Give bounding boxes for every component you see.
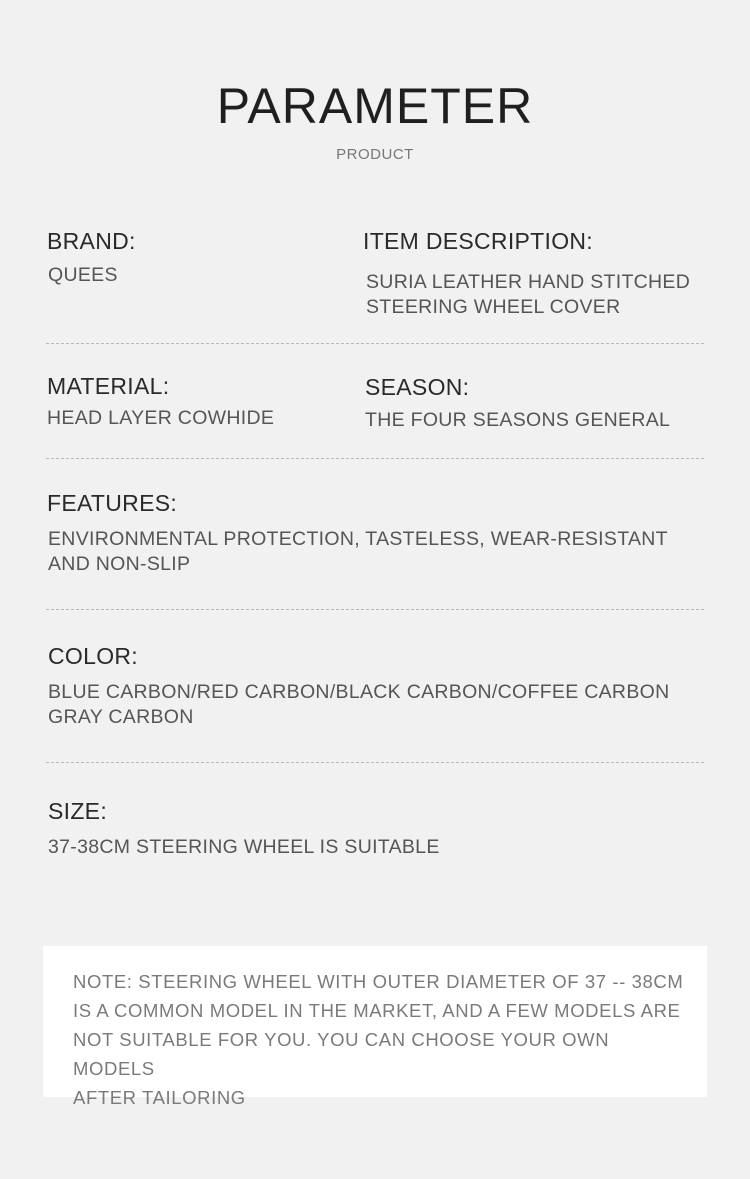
note-line: AFTER TAILORING xyxy=(73,1087,246,1108)
features-line: ENVIRONMENTAL PROTECTION, TASTELESS, WEAR-RESISTANT xyxy=(48,528,668,550)
material-value: HEAD LAYER COWHIDE xyxy=(47,407,275,429)
divider xyxy=(46,458,704,459)
divider xyxy=(46,609,704,610)
divider xyxy=(46,343,704,344)
color-label: COLOR: xyxy=(48,643,138,669)
divider xyxy=(46,762,704,763)
features-line: AND NON-SLIP xyxy=(48,553,191,575)
note-text xyxy=(73,967,693,1112)
note-line: IS A COMMON MODEL IN THE MARKET, AND A FEW MODELS ARE xyxy=(73,1000,681,1021)
item-description-label: ITEM DESCRIPTION: xyxy=(363,228,594,254)
color-line: GRAY CARBON xyxy=(48,706,194,728)
features-value xyxy=(48,527,668,577)
features-label: FEATURES: xyxy=(47,490,178,516)
size-value: 37-38CM STEERING WHEEL IS SUITABLE xyxy=(48,836,440,858)
color-line: BLUE CARBON/RED CARBON/BLACK CARBON/COFFEE CARBON xyxy=(48,681,670,703)
season-label: SEASON: xyxy=(365,374,470,400)
page-subtitle: PRODUCT xyxy=(336,146,414,163)
item-description-value xyxy=(366,270,690,320)
note-line: NOT SUITABLE FOR YOU. YOU CAN CHOOSE YOUR OWN MODELS xyxy=(73,1029,610,1079)
brand-value: QUEES xyxy=(48,264,118,286)
material-label: MATERIAL: xyxy=(47,373,170,399)
item-description-line: SURIA LEATHER HAND STITCHED xyxy=(366,271,691,293)
season-value: THE FOUR SEASONS GENERAL xyxy=(365,409,671,431)
item-description-line: STEERING WHEEL COVER xyxy=(366,296,621,318)
page-title: PARAMETER xyxy=(216,78,534,134)
note-line: NOTE: STEERING WHEEL WITH OUTER DIAMETER OF 37 -- 38CM xyxy=(73,971,684,992)
brand-label: BRAND: xyxy=(47,228,136,254)
color-value xyxy=(48,680,669,730)
note-box xyxy=(43,946,707,1108)
size-label: SIZE: xyxy=(48,798,108,824)
